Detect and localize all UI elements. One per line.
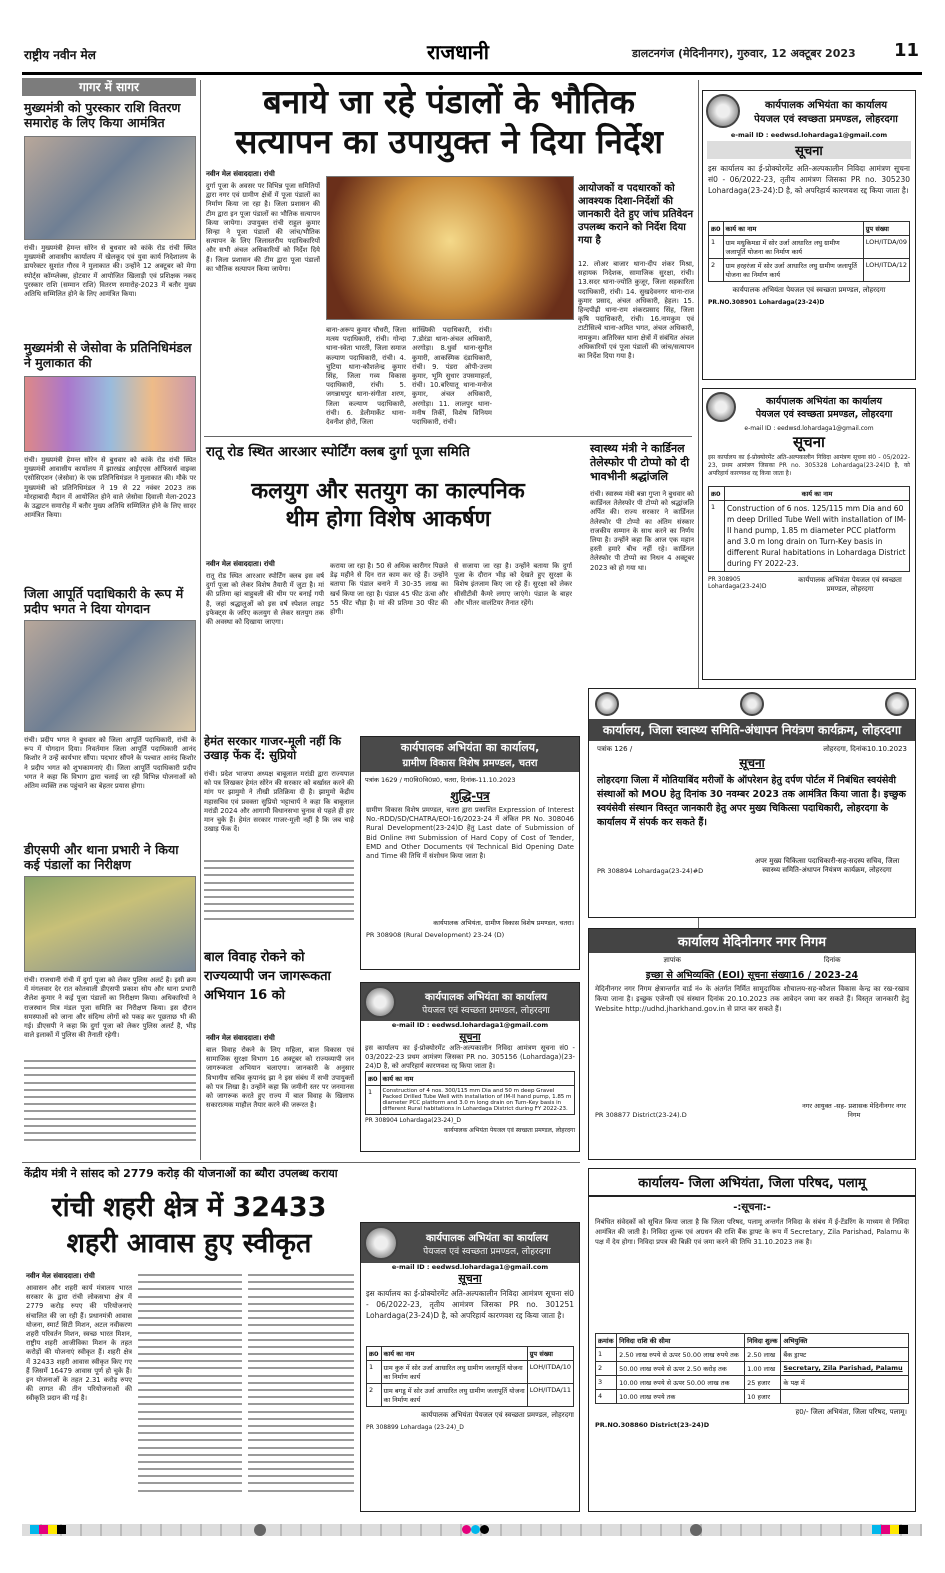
dateline: डालटनगंज (मेदिनीनगर), गुरुवार, 12 अक्टूबर 2023	[632, 47, 856, 60]
dsp-inspection-photo	[24, 876, 196, 972]
story4-headline: हेमंत सरकार गाजर-मूली नहीं कि उखाड़ फेंक दें: सुप्रियो	[204, 734, 341, 762]
ad6-email: e-mail ID : eedwsd.lohardaga1@gmail.com	[391, 1021, 549, 1029]
health-emblem-icon	[595, 692, 619, 716]
section-title: राजधानी	[427, 40, 489, 64]
ad-lohardaga-cancel-1	[702, 90, 916, 380]
color-swatches-left	[30, 1525, 66, 1534]
left-band: गागर में सागर	[22, 78, 196, 96]
ad5-sign: कार्यपालक अभियंता, ग्रामीण विकास विशेष प्रमण्डल, चतरा।	[433, 919, 574, 927]
story2-kicker: रातू रोड स्थित आरआर स्पोर्टिंग क्लब दुर्गा पूजा समिति	[206, 444, 470, 460]
nhm-emblem-icon	[885, 692, 909, 716]
story5-text: बाल विवाह रोकने के लिए महिला, बाल विकास एवं सामाजिक सुरक्षा विभाग 16 अक्टूबर को राज्यव्यापी जन जागरूकता अभियान चलाएगा। जानकारी के अनुसार विभागीय सचिव कृपानंद झा ने इस संबंध में सभी उपायुक्तों को पत्र लिखा है। उन्होंने कहा कि जमीनी स्तर पर जनमानस को जागरूक करते हुए राज्य में बाल विवाह के खिलाफ सकारात्मक माहौल तैयार करने की जरूरत है।	[206, 1046, 354, 1110]
ad3-pr: PR 308894 Lohardaga(23-24)#D	[597, 867, 704, 875]
ad2-notice: सूचना	[793, 433, 825, 451]
ad3-date: लोहरदगा, दिनांक10.10.2023	[823, 745, 907, 753]
s4-headline: डीएसपी और थाना प्रभारी ने किया कई पंडालों का निरीक्षण	[24, 842, 179, 872]
s3-headline: जिला आपूर्ति पदाधिकारी के रूप में प्रदीप भगत ने दिया योगदान	[24, 586, 184, 616]
ad1-sign: कार्यपालक अभियंता पेयजल एवं स्वच्छता प्रमण्डल, लोहरदगा	[732, 286, 886, 294]
ad-district-health	[588, 688, 916, 918]
ad8-body: निबंधित संवेदकों को सूचित किया जाता है कि जिला परिषद, पलामू अन्तर्गत निविदा के संबंध में ई-टेंडरिंग के माध्यम से निविदा आमंत्रित की जाती है। निविदा शुल्क एवं अग्रधन की राशि बैंक ड्राफ्ट के रूप में Secretary, Zila Parishad, Palamu के पक्ष में देय होगा। निविदा प्रपत्र की बिक्री एवं जमा करने की तिथि 31.10.2023 तक है।	[595, 1218, 909, 1246]
ad5-body: ग्रामीण विकास विशेष प्रमण्डल, चतरा द्वारा प्रकाशित Expression of Interest No.-RDD/SD/CHATRA/EOI-16/2023-24 में अंकित PR No. 308046 Rural Development(23-24)D हेतु Last date of Submission of Bid Online तथा Submission of Hard Copy of Cost of Tender, EMD and Other Documents एवं Technical Bid Opening Date and Time की तिथि में संशोधन किया जाता है।	[366, 806, 574, 861]
lead-headline-line2: सत्यापन का उपायुक्त ने दिया निर्देश	[235, 122, 663, 161]
registration-mark-icon	[254, 1524, 266, 1536]
bottom-headline-line2: शहरी आवास हुए स्वीकृत	[66, 1228, 312, 1259]
ad8-title: कार्यालय- जिला अभियंता, जिला परिषद, पलामू	[589, 1169, 915, 1197]
masthead-rule	[22, 72, 922, 75]
story3-text: रांची। स्वास्थ्य मंत्री बन्ना गुप्ता ने बुधवार को कार्डिनल तेलेस्फोर पी टोप्पो को श्रद्धांजलि अर्पित की। राज्य सरकार ने कार्डिनल तेलेस्फोर पी टोप्पो का अंतिम संस्कार राजकीय सम्मान के साथ करने का निर्णय लिया है। उन्होंने कहा कि आज एक महान हस्ती हमारे बीच नहीं रहे। कार्डिनल तेलेस्फोर पी टोप्पो का निधन 4 अक्टूबर 2023 को हो गया था।	[590, 490, 694, 572]
ad4-notice: इच्छा से अभिव्यक्ति (EOI) सूचना संख्या16 / 2023-24	[645, 970, 859, 981]
registration-mark-icon-2	[690, 1524, 702, 1536]
s4-text: रांची। राजधानी रांची में दुर्गा पूजा को लेकर पुलिस अलर्ट है। इसी क्रम में मंगलवार देर रात कोतवाली डीएसपी प्रकाश सोय और थाना प्रभारी शैलेश कुमार ने कई पूजा पंडालों का निरीक्षण किया। अधिकारियों ने राजस्थान मित्र मंडल पूजा समिति का निरीक्षण किया। इस दौरान समस्याओं को जाना और संदिग्ध लोगों को पकड़ कर पूछताछ भी की गई। डीएसपी ने कहा कि दुर्गा पूजा को लेकर पुलिस अलर्ट है, भीड़ वाले इलाकों में पुलिस की तैनाती रहेगी।	[24, 976, 196, 1040]
govt-seal-icon	[706, 94, 740, 128]
ad7-body: इस कार्यालय का ई-प्रोक्योरमेंट अति-अल्पकालीन निविदा आमंत्रण सूचना सं0 - 06/2022-23, तृतीय आमंत्रण जिसका PR no. 301251 Lohardaga(23-24)D है, को अपरिहार्य कारणवश रद्द किया जाता है।	[366, 1289, 574, 1320]
ad2-body: इस कार्यालय का ई-प्रोक्योरमेंट अति-अल्पकालीन निविदा आमंत्रण सूचना सं0 - 05/2022-23, प्रथम आमंत्रण जिसका PR no. 305328 Lohardaga(23-24)D है, को अपरिहार्य कारणवश रद्द किया जाता है।	[708, 454, 910, 477]
ad1-title1: कार्यपालक अभियंता का कार्यालय	[764, 100, 888, 111]
ad-zila-parishad-palamu	[588, 1168, 916, 1512]
newspaper-logo: राष्ट्रीय नवीन मेल	[24, 48, 96, 62]
bottom-text: आवासन और शहरी कार्य मंत्रालय भारत सरकार के द्वारा रांची लोकसभा क्षेत्र में 2779 करोड़ रुपए की परियोजनाएं संचालित की जा रही हैं। प्रधानमंत्री आवास योजना, स्मार्ट सिटी मिशन, अटल नवीकरण शहरी परिवर्तन मिशन, स्वच्छ भारत मिशन, राष्ट्रीय शहरी आजीविका मिशन के तहत करोड़ों की योजनाएं स्वीकृत हैं। शहरी क्षेत्र में 32433 शहरी आवास स्वीकृत किए गए हैं जिसमें 16479 आवास पूर्ण हो चुके हैं। इन योजनाओं के तहत 2.31 करोड़ रुपए की लागत की तीन परियोजनाओं की स्वीकृति प्रदान की गई है।	[26, 1284, 132, 1403]
ad7-table: क्र0 कार्य का नाम ग्रुप संख्या 1 ग्राम कुरु में सोर उर्जा आधारित लघु ग्रामीण जलापूर्ति योजना का निर्माण कार्य LOH/ITDA/10 2 ग्राम बगडू में सोर उर्जा आधारित लघु ग्रामीण जलापूर्ति योजना का निर्माण कार्य LOH/ITDA/11	[366, 1346, 574, 1407]
ad7-pr: PR 308899 Lohardaga (23-24)_D	[366, 1424, 464, 1431]
ad1-body: इस कार्यालय का ई-प्रोक्योरमेंट अति-अल्पकालीन निविदा आमंत्रण सूचना सं0 - 06/2022-23, तृतीय आमंत्रण जिसका PR no. 305230 Lohardaga(23-24):D है, को अपरिहार्य कारणवश रद्द किया जाता है।	[708, 164, 910, 195]
s2-headline: मुख्यमंत्री से जेसोवा के प्रतिनिधिमंडल ने मुलाकात की	[24, 340, 192, 370]
page-number: 11	[894, 40, 920, 61]
story2-headline	[206, 478, 570, 534]
ad2-sign: कार्यपालक अभियंता पेयजल एवं स्वच्छता प्रमण्डल, लोहरदगा	[798, 576, 902, 593]
ad-chatra-corrigendum	[360, 736, 580, 970]
s3-text: रांची। प्रदीप भगत ने बुधवार को जिला आपूर्ति पदाधिकारी, रांची के रूप में योगदान दिया। निवर्तमान जिला आपूर्ति पदाधिकारी आनंद किशोर ने उन्हें कार्यभार सौंपा। पदभार सौंपने के पश्चात आनंद किशोर ने प्रदीप भगत को शुभकामनाएं दी। जिला आपूर्ति पदाधिकारी प्रदीप भगत ने कहा कि विभाग द्वारा चलाई जा रही विभिन्न योजनाओं को अंतिम व्यक्ति तक पहुंचाने का बेहतर प्रयास होगा।	[24, 736, 196, 791]
lead-col4: 12. लोअर बाजार थाना-दीप शंकर मिश्रा, सहायक निदेशक, सामाजिक सुरक्षा, रांची। 13.सदर थाना-ज्योति कुजूर, जिला सहकारिता पदाधिकारी, रांची। 14. सुखदेवनगर थाना-राज कुमार प्रसाद, अंचल अधिकारी, हेहल। 15. हिन्दपीढ़ी थाना-राम शंकरप्रसाद सिंह, जिला कृषि पदाधिकारी, रांची। 16.नामकुम एवं टाटीसिल्वे थाना-अमित भगत, अंचल अधिकारी, नामकुम। अतिरिक्त थाना क्षेत्रों में संबंधित अंचल अधिकारियों एवं पूजा पंडालों की जांच/सत्यापन का निर्देश दिया गया है।	[578, 260, 694, 361]
ad6-title2: पेयजल एवं स्वच्छता प्रमण्डल, लोहरदगा	[422, 1005, 550, 1016]
ad6-sign: कार्यपालक अभियंता पेयजल एवं स्वच्छता प्रमण्डल, लोहरदगा	[443, 1127, 575, 1134]
lead-headline	[204, 82, 694, 162]
color-swatches-right	[872, 1525, 908, 1534]
bottom-headline	[24, 1190, 354, 1262]
ad7-title2: पेयजल एवं स्वच्छता प्रमण्डल, लोहरदगा	[423, 1246, 551, 1257]
ad4-body: मेदिनीनगर नगर निगम क्षेत्रान्तर्गत वार्ड नं० के अंतर्गत निर्मित सामुदायिक शौचालय-सह-कौशल विकास केन्द्र का रख-रखाव किया जाना है। इच्छुक एजेन्सी एवं संस्थान दिनांक 20.10.2023 तक आवेदन जमा कर सकते हैं। विस्तृत जानकारी हेतु Website http://udhd.jharkhand.gov.in से प्राप्त कर सकते हैं।	[595, 985, 909, 1013]
lead-col2: बाना-अरूप कुमार चौधरी, जिला मत्स्य पदाधिकारी, रांची। गोन्दा थाना-स्वेता भारती, जिला समाज कल्याण पदाधिकारी, रांची। 4. चुटिया थाना-कौशलेन्द्र कुमार सिंह, जिला गव्य विकास पदाधिकारी, रांची। 5. जगन्नाथपुर थाना-संगीता शरण, जिला कल्याण पदाधिकारी, रांची। 6. डेलीमार्केट थाना-देवनीश होरो, जिला	[326, 326, 406, 427]
ad5-pr: PR 308908 (Rural Development) 23-24 (D)	[366, 931, 505, 939]
ad7-email: e-mail ID : eedwsd.lohardaga1@gmail.com	[391, 1263, 549, 1271]
story2-byline: नवीन मेल संवाददाता। रांची	[206, 560, 275, 568]
lead-byline: नवीन मेल संवाददाता। रांची	[206, 170, 275, 178]
ad6-pr: PR 308904 Lohardaga(23-24)_D	[365, 1117, 461, 1124]
s1-text: रांची। मुख्यमंत्री हेमन्त सोरेन से बुधवार को कांके रोड रांची स्थित मुख्यमंत्री आवासीय कार्यालय में खेलकूद एवं युवा कार्य निदेशालय के डायरेक्टर सुशांत गौरव ने मुलाकात की। उन्होंने 12 अक्टूबर को मेगा स्पोर्ट्स कॉम्प्लेक्स, होटवार में आयोजित खिलाड़ी एवं प्रशिक्षक नकद पुरस्कार राशि (सम्मान राशि) वितरण समारोह-2023 में बतौर मुख्य अतिथि सम्मिलित होने के लिए आमंत्रित किया।	[24, 244, 196, 299]
ad8-notice: -:सूचना:-	[733, 1202, 771, 1213]
ad3-notice: सूचना	[739, 756, 765, 770]
ad4-title: कार्यालय मेदिनीनगर नगर निगम	[589, 929, 915, 953]
jesova-photo	[24, 376, 196, 452]
story2-col3: से सजाया जा रहा है। उन्होंने बताया कि दुर्गा पूजा के दौरान भीड़ को देखते हुए सुरक्षा के विशेष इंतजाम किए जा रहे हैं। सुरक्षा को लेकर सीसीटीवी कैमरे लगाए जाएंगे। पंडाल के बाहर और भीतर वालंटियर तैनात रहेंगे।	[454, 562, 572, 607]
ad8-sign: ह0/- जिला अभियंता, जिला परिषद, पलामू।	[795, 1408, 907, 1416]
color-swatches-mid	[462, 1525, 489, 1534]
story5-headline: बाल विवाह रोकने को राज्यव्यापी जन जागरूकता अभियान 16 को	[204, 950, 331, 1003]
ad5-notice: शुद्धि-पत्र	[450, 789, 490, 803]
ad6-body: इस कार्यालय का ई-प्रोक्योरमेंट अति-अल्पकालीन निविदा आमंत्रण सूचना सं0 - 03/2022-23 प्रथम आमंत्रण जिसका PR no. 305156 (Lohardaga)(23-24)D है, को अपरिहार्य कारणवश रद्द किया जाता है।	[365, 1044, 575, 1071]
ad4-date: दिनांक	[823, 956, 841, 964]
lead-col3: सांख्यिकी पदाधिकारी, रांची। 7.डोरंडा थाना-अंचल अधिकारी, अरगोड़ा। 8.धुर्वा थाना-सुमीत कुमारी, आकस्मिक दंडाधिकारी, रांची। 9. पंडरा ओपी-उत्तम कुमार, भूमि सुधार उपसमाहर्ता, रांची। 10.बरियातू थाना-मनोज कुमार, अंचल अधिकारी, अरगोड़ा। 11. लालपुर थाना-मनीष तिर्की, विशेष विनियम पदाधिकारी, रांची।	[412, 326, 492, 427]
ad2-pr: PR 308905 Lohardaga(23-24)D	[708, 576, 767, 590]
ad4-pr: PR 308877 District(23-24).D	[595, 1111, 687, 1119]
ad5-title1: कार्यपालक अभियंता का कार्यालय,	[400, 741, 540, 754]
ad2-table: क्र0 कार्य का नाम 1 Construction of 6 nos. 125/115 mm Dia and 60 m deep Drilled Tube Well with installation of IM-II hand pump, 1.85 m diameter PCC platform and 3.0 m long drain on Turn-Key basis in different Rural habitations in Lohardaga District during FY 2022-23.	[708, 486, 910, 572]
ad-lohardaga-cancel-3	[360, 1222, 580, 1512]
story2-headline-line1: कलयुग और सतयुग का काल्पनिक	[251, 479, 525, 504]
ad6-table: क्र0 कार्य का नाम 1 Construction of 4 nos. 300/115 mm Dia and 50 m deep Gravel Packed Drilled Tube Well with installation of IM-II hand pump, 1.85 m diameter PCC platform and 3.0 m long drain on Turn-Key basis in different Rural habitations in Lohardaga District during FY 2022-23.	[365, 1071, 575, 1115]
ad-nagar-nigam-eoi	[588, 928, 916, 1160]
ad7-notice: सूचना	[458, 1272, 482, 1285]
ad8-table: क्रमांक निविदा राशि की सीमा निविदा शुल्क अभियुक्ति 1 2.50 लाख रुपये से ऊपर 50.00 लाख रुपये तक 2.50 लाख बैंक ड्राफ्ट 2 50.00 लाख रुपये से ऊपर 2.50 करोड़ तक 1.00 लाख Secretary, Zila Parishad, Palamu 3 10.00 लाख रुपये से ऊपर 50.00 लाख तक 25 हजार के पक्ष में 4 10.00 लाख रुपये तक 10 हजार	[595, 1333, 909, 1404]
s2-text: रांची। मुख्यमंत्री हेमन्त सोरेन से बुधवार को कांके रोड रांची स्थित मुख्यमंत्री आवासीय कार्यालय में झारखंड आईएएस ऑफिसर्स वाइव्स एसोसिएशन (जेसोवा) के एक प्रतिनिधिमंडल ने मुलाकात की। मौके पर मुख्यमंत्री को प्रतिनिधिमंडल ने 19 से 22 नवंबर 2023 तक मोरहाबादी मैदान में आयोजित होने वाले जेसोवा दिवाली मेला-2023 के उद्घाटन समारोह में बतौर मुख्य अतिथि सम्मिलित होने के लिए सादर आमंत्रित किया।	[24, 456, 196, 520]
ad8-pr: PR.NO.308860 District(23-24)D	[595, 1421, 710, 1429]
lead-deck: आयोजकों व पदधारकों को आवश्यक दिशा-निर्देशों की जानकारी देते हुए जांच प्रतिवेदन उपलब्ध कराने को निर्देश दिया गया है	[578, 183, 694, 246]
ad6-notice: सूचना	[459, 1032, 481, 1043]
bottom-byline: नवीन मेल संवाददाता। रांची	[26, 1272, 95, 1280]
lead-col1: दुर्गा पूजा के अवसर पर विभिन्न पूजा समितियों द्वारा नगर एवं ग्रामीण क्षेत्रों में पूजा पंडालों का निर्माण किया जा रहा है। जिला प्रशासन की टीम द्वारा इन पूजा पंडालों का भौतिक सत्यापन किया जायेगा। उपायुक्त रांची राहुल कुमार सिन्हा ने पूजा पंडालों की जांच/भौतिक सत्यापन के लिए जिलास्तरीय पदाधिकारियों और सभी अंचल अधिकारियों को निर्देश दिये हैं। जिला प्रशासन की टीम द्वारा पूजा पंडालों का भौतिक सत्यापन किया जायेगा।	[206, 182, 320, 273]
ad-lohardaga-cancel-2	[702, 388, 916, 680]
s1-headline: मुख्यमंत्री को पुरस्कार राशि वितरण समारोह के लिए किया आमंत्रित	[24, 100, 181, 130]
ad6-title1: कार्यपालक अभियंता का कार्यालय	[424, 991, 548, 1003]
masthead	[22, 36, 922, 68]
print-registration-bar	[22, 1524, 922, 1536]
ad5-title2: ग्रामीण विकास विशेष प्रमण्डल, चतरा	[402, 758, 538, 769]
story3-headline: स्वास्थ्य मंत्री ने कार्डिनल तेलेस्फोर पी टोप्पो को दी भावभीनी श्रद्धांजलि	[590, 442, 690, 483]
ad1-pr: PR.NO.308901 Lohardaga(23-24)D	[708, 299, 825, 306]
ad3-ref: पत्रांक 126 /	[597, 745, 633, 753]
ad2-title2: पेयजल एवं स्वच्छता प्रमण्डल, लोहरदगा	[755, 409, 893, 420]
bottom-kicker: केंद्रीय मंत्री ने सांसद को 2779 करोड़ की योजनाओं का ब्यौरा उपलब्ध कराया	[24, 1167, 338, 1180]
ad3-sign: अपर मुख्य चिकित्सा पदाधिकारी-सह-सदस्य सचिव, जिला स्वास्थ्य समिति-अंधापन नियंत्रण कार्यक्रम, लोहरदगा	[754, 857, 900, 874]
bottom-headline-line1: रांची शहरी क्षेत्र में 32433	[51, 1192, 327, 1223]
ad1-title2: पेयजल एवं स्वच्छता प्रमण्डल, लोहरदगा	[754, 114, 898, 125]
lead-headline-line1: बनाये जा रहे पंडालों के भौतिक	[263, 82, 635, 121]
ad3-title: कार्यालय, जिला स्वास्थ्य समिति-अंधापन नियंत्रण कार्यक्रम, लोहरदगा	[589, 719, 915, 741]
ad2-email: e-mail ID : eedwsd.lohardaga1@gmail.com	[744, 425, 874, 432]
story2-col1: रातू रोड स्थित आरआर स्पोर्टिंग क्लब इस वर्ष दुर्गा पूजा को लेकर विशेष तैयारी में जुटा है। मां की प्रतिमा व्हां बाहुबली की थीम पर बनाई गयी है, जहां श्रद्धालुओं को इस वर्ष स्पेशल लाइट इफेक्ट्स के जरिए कलयुग से लेकर सतयुग तक की अवस्था को दिखाया जाएगा।	[206, 572, 324, 627]
pandal-photo	[326, 176, 574, 320]
ad1-notice: सूचना	[707, 141, 911, 159]
ashoka-emblem-icon	[740, 692, 764, 716]
ad7-title1: कार्यपालक अभियंता का कार्यालय	[425, 1232, 549, 1244]
cm-meeting-photo	[24, 136, 196, 240]
ad2-title1: कार्यपालक अभियंता का कार्यालय	[766, 396, 882, 407]
story4-text: रांची। प्रदेश भाजपा अध्यक्ष बाबूलाल मरांडी द्वारा राज्यपाल को पत्र लिखकर हेमंत सोरेन की सरकार को बर्खास्त करने की मांग पर झामुमो ने तीखी प्रतिक्रिया दी है। झामुमो केंद्रीय महासचिव एवं प्रवक्ता सुप्रियो भट्टाचार्य ने कहा कि बाबूलाल मरांडी 2024 और आगामी विधानसभा चुनाव से पहले ही हार मान चुके हैं। हेमंत सरकार गाजर-मूली नहीं है कि जब चाहे उखाड़ फेंक दें।	[204, 770, 354, 834]
supply-officer-photo	[24, 620, 196, 732]
govt-seal-icon	[364, 1226, 398, 1260]
ad1-table: क्र0 कार्य का नाम ग्रुप संख्या 1 ग्राम मधुकिमडा में सोर उर्जा आधारित लघु ग्रामीण जलापूर्ति योजना का निर्माण कार्य LOH/ITDA/09 2 ग्राम हरहरंजा में सोर उर्जा आधारित लघु ग्रामीण जलापूर्ति योजना का निर्माण कार्य LOH/ITDA/12	[708, 221, 910, 282]
govt-seal-icon	[706, 392, 736, 422]
ad4-ref: ज्ञापांक	[663, 956, 681, 964]
ad1-email: e-mail ID : eedwsd.lohardaga1@gmail.com	[730, 131, 888, 139]
story5-byline: नवीन मेल संवाददाता। रांची	[206, 1034, 275, 1042]
ad4-sign: नगर आयुक्त -सह- प्रशासक मेदिनीनगर नगर निगम	[802, 1102, 906, 1119]
ad7-sign: कार्यपालक अभियंता पेयजल एवं स्वच्छता प्रमण्डल, लोहरदगा	[421, 1411, 574, 1419]
ad-lohardaga-drill	[360, 982, 580, 1152]
story2-headline-line2: थीम होगा विशेष आकर्षण	[285, 507, 491, 532]
ad5-ref: पत्रांक 1629 / गा0वि0वि0प्र0, चतरा, दिनांक-11.10.2023	[365, 776, 516, 784]
ad3-body: लोहरदगा जिला में मोतियाबिंद मरीजों के ऑपरेशन हेतु दर्पण पोर्टल में निबंधित स्वयंसेवी संस्थाओं को MOU हेतु दिनांक 30 नवम्बर 2023 तक आमंत्रित किया जाता है। इच्छुक स्वयंसेवी संस्थान विस्तृत जानकारी हेतु अपर मुख्य चिकित्सा पदाधिकारी, लोहरदगा के कार्यालय में संपर्क कर सकते हैं।	[597, 775, 906, 828]
govt-seal-icon	[364, 986, 396, 1018]
story2-col2: कराया जा रहा है। 50 से अधिक कारीगर पिछले डेढ़ महीने से दिन रात काम कर रहे हैं। उन्होंने बताया कि पंडाल बनाने में 30-35 लाख का खर्च किया जा रहा है। पंडाल 45 फीट ऊंचा और 55 फीट चौड़ा है। मां की प्रतिमा 30 फीट की होगी।	[330, 562, 448, 617]
